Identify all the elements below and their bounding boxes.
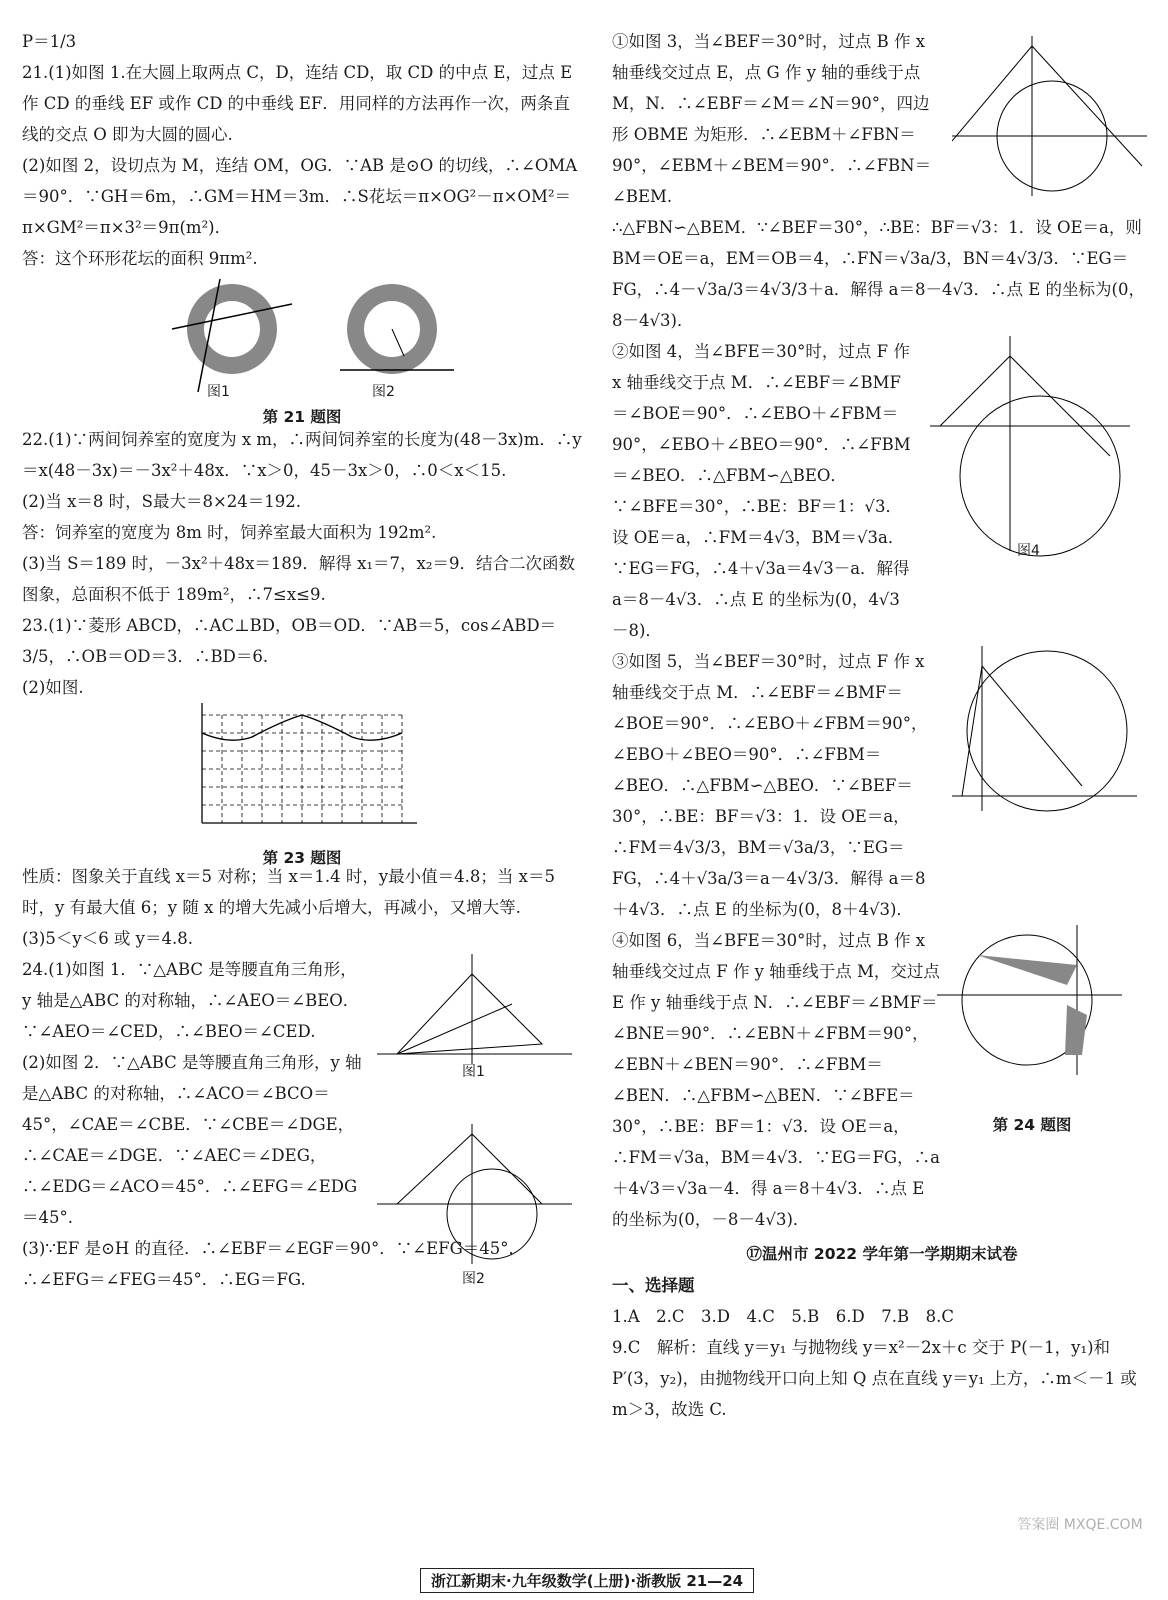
fig23-caption: 第 23 题图 [262, 849, 342, 867]
case2-text: ②如图 4，当∠BFE＝30°时，过点 F 作 x 轴垂线交于点 M．∴∠EBF＝∠BMF＝∠BOE＝90°．∴∠EBO＋∠FBM＝90°，∠EBO＋∠BEO＝90°．∴∠FBM＝∠BEO．∴△FBM∽△BEO．∵∠BFE＝30°，∴BE：BF＝1：√3．设 OE＝a，∴FM＝4√3，BM＝√3a．∵EG＝FG，∴4＋√3a＝4√3－a．解得 a＝8－4√3．∴点 E 的坐标为(0，4√3－8)． [612, 342, 911, 640]
prob24-block [22, 954, 582, 1295]
fig24-2-label: 图2 [462, 1271, 485, 1287]
ring-figure-1 [172, 279, 292, 392]
case4 [612, 925, 1152, 1235]
case1-part1: ①如图 3，当∠BEF＝30°时，过点 B 作 x 轴垂线交过点 E，点 G 作 y 轴的垂线于点 M，N．∴∠EBF＝∠M＝∠N＝90°，四边形 OBME 为矩形．∴∠EBM＋∠FBN＝90°，∠EBM＋∠BEM＝90°．∴∠FBN＝∠BEM. [612, 32, 932, 206]
section-title: ⑰温州市 2022 学年第一学期期末试卷 [746, 1245, 1018, 1263]
fig23-graph [22, 703, 582, 843]
prob23-part2: (2)如图. [22, 678, 84, 697]
mc-answers: 1.A 2.C 3.D 4.C 5.B 6.D 7.B 8.C [612, 1307, 954, 1326]
fig21-label-1: 图1 [207, 384, 230, 400]
q9-analysis: 9.C 解析：直线 y＝y₁ 与抛物线 y＝x²－2x＋c 交于 P(－1，y₁)和 P′(3，y₂)，由抛物线开口向上知 Q 点在直线 y＝y₁ 上方，∴m＜－1 或 m＞3，故选 C. [612, 1338, 1137, 1419]
prob20-answer: P＝1/3 [22, 32, 77, 51]
case4-text: ④如图 6，当∠BFE＝30°时，过点 B 作 x 轴垂线交过点 F 作 y 轴垂线于点 M，交过点 E 作 y 轴垂线于点 N．∴∠EBF＝∠BMF＝∠BNE＝90°．∴∠EBN＋∠FBM＝90°，∠EBN＋∠BEN＝90°．∴∠FBM＝∠BEN．∴△FBM∽△BEN．∵∠BFE＝30°，∴BE：BF＝1：√3．设 OE＝a，∴FM＝√3a，BM＝4√3．∵EG＝FG，∴a＋4√3＝√3a－4．得 a＝8＋4√3．∴点 E 的坐标为(0，－8－4√3)． [612, 931, 940, 1229]
prob21-part1: 21.(1)如图 1.在大圆上取两点 C，D，连结 CD，取 CD 的中点 E，过点 E 作 CD 的垂线 EF 或作 CD 的中垂线 EF．用同样的方法再作一次，两条直线的交点 O 即为大圆的圆心. [22, 63, 573, 144]
prob24-part2: (2)如图 2．∵△ABC 是等腰直角三角形，y 轴是△ABC 的对称轴，∴∠ACO＝∠BCO＝45°，∠CAE＝∠CBE．∵∠CBE＝∠DGE，∴∠CAE＝∠DGE．∵∠AEC＝∠DEG，∴∠EDG＝∠ACO＝45°．∴∠EFG＝∠EDG＝45°. [22, 1053, 362, 1227]
page-footer: 浙江新期末·九年级数学(上册)·浙教版 21—24 [420, 1568, 754, 1593]
fig6 [937, 925, 1127, 1085]
fig21-caption: 第 21 题图 [262, 408, 342, 426]
fig24-1-and-2 [377, 954, 577, 1284]
fig3 [952, 26, 1152, 216]
case3 [612, 646, 1152, 925]
fig24-1 [377, 954, 572, 1064]
case2 [612, 336, 1152, 646]
prob22-answer: 答：饲养室的宽度为 8m 时，饲养室最大面积为 192m². [22, 523, 437, 542]
fig24-1-label: 图1 [462, 1064, 485, 1080]
fig24-2 [377, 1124, 572, 1264]
fig24-caption: 第 24 题图 [992, 1116, 1072, 1134]
prob21-part2: (2)如图 2，设切点为 M，连结 OM，OG．∵AB 是⊙O 的切线，∴∠OMA＝90°．∵GH＝6m，∴GM＝HM＝3m．∴S花坛＝π×OG²－π×OM²＝π×GM²＝π×3²＝9π(m²)． [22, 156, 578, 237]
ring-figure-2 [340, 284, 454, 374]
prob21-answer: 答：这个环形花坛的面积 9πm². [22, 249, 258, 268]
prob23-property: 性质：图象关于直线 x＝5 对称；当 x＝1.4 时，y最小值＝4.8；当 x＝5 时，y 有最大值 6；y 随 x 的增大先减小后增大，再减小，又增大等. [22, 867, 555, 917]
case1-part2: ∴△FBN∽△BEM．∵∠BEF＝30°，∴BE：BF＝√3：1．设 OE＝a，则 BM＝OE＝a，EM＝OB＝4，∴FN＝√3a/3，BN＝4√3/3．∵EG＝FG，∴4－√3a/3＝4√3/3＋a．解得 a＝8－4√3．∴点 E 的坐标为(0，8－4√3)． [612, 218, 1145, 330]
prob22-part2: (2)当 x＝8 时，S最大＝8×24＝192. [22, 492, 302, 511]
fig4-label: 图4 [1017, 543, 1040, 559]
left-column [22, 26, 582, 1295]
prob22-part1: 22.(1)∵两间饲养室的宽度为 x m，∴两间饲养室的长度为(48－3x)m．∴y＝x(48－3x)＝－3x²＋48x．∵x＞0，45－3x＞0，∴0＜x＜15. [22, 430, 582, 480]
watermark: 答案圈 MXQE.COM [1017, 1517, 1143, 1533]
fig21-label-2: 图2 [372, 384, 395, 400]
fig23-area [22, 703, 582, 867]
case1 [612, 26, 1152, 212]
case3-text: ③如图 5，当∠BEF＝30°时，过点 F 作 x 轴垂线交于点 M．∴∠EBF＝∠BMF＝∠BOE＝90°．∴∠EBO＋∠FBM＝90°，∠EBO＋∠BEO＝90°．∴∠FBM＝∠BEO．∴△FBM∽△BEO．∵∠BEF＝30°，∴BE：BF＝√3：1．设 OE＝a，∴FM＝4√3/3，BM＝√3a/3，∵EG＝FG，∴4＋√3a/3＝a－4√3/3．解得 a＝8＋4√3．∴点 E 的坐标为(0，8＋4√3)． [612, 652, 928, 919]
fig21-area [22, 274, 582, 424]
prob24-part1: 24.(1)如图 1．∵△ABC 是等腰直角三角形，y 轴是△ABC 的对称轴，∴∠AEO＝∠BEO．∵∠AEO＝∠CED，∴∠BEO＝∠CED. [22, 960, 360, 1041]
prob22-part3: (3)当 S＝189 时，－3x²＋48x＝189．解得 x₁＝7，x₂＝9．结合二次函数图象，总面积不低于 189m²，∴7≤x≤9. [22, 554, 575, 604]
prob24-part3: (3)∵EF 是⊙H 的直径．∴∠EBF＝∠EGF＝90°．∵∠EFG＝45°．∴∠EFG＝∠FEG＝45°．∴EG＝FG. [22, 1239, 526, 1289]
right-column [612, 26, 1152, 1425]
fig5 [952, 646, 1142, 816]
fig4 [930, 336, 1140, 566]
prob23-part3: (3)5＜y＜6 或 y＝4.8. [22, 929, 193, 948]
prob23-part1: 23.(1)∵菱形 ABCD，∴AC⊥BD，OB＝OD．∵AB＝5，cos∠ABD＝3/5，∴OB＝OD＝3．∴BD＝6. [22, 616, 557, 666]
mc-heading: 一、选择题 [612, 1276, 695, 1295]
